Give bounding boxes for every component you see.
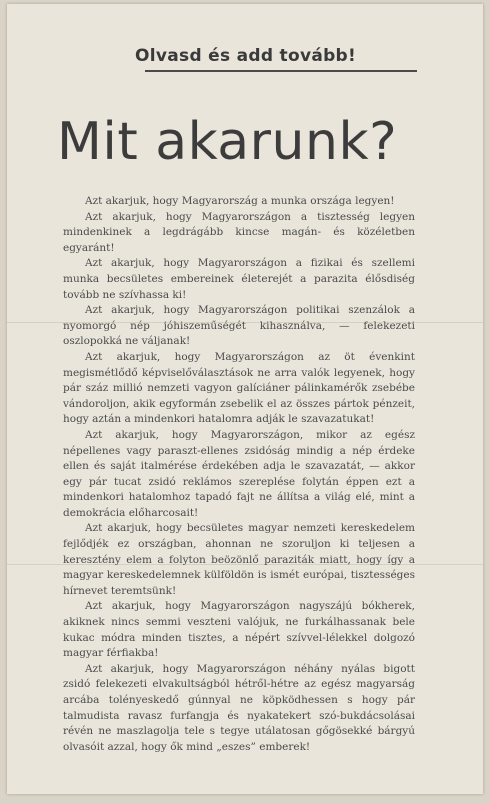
slogan: Olvasd és add tovább! (135, 46, 357, 66)
slogan-underline (145, 70, 417, 72)
leaflet-page (7, 4, 483, 794)
paragraph: Azt akarjuk, hogy Magyarországon a tisztesség legyen mindenkinek a legdrágább kincse magán- és közéletben egyaránt! (63, 210, 415, 254)
leaflet-body (63, 194, 415, 755)
paragraph: Azt akarjuk, hogy Magyarországon, mikor az egész népellenes vagy paraszt-ellenes zsidóság mindig a nép érdeke ellen és saját italmérése érdekében adja le szavazatát, — akkor egy pár tucat zsidó reklámos szereplése folytán éppen ezt a mindenkori hatalomhoz tapadó fajt ne állítsa a világ elé, mint a demokrácia előharcosait! (63, 428, 415, 519)
page-title: Mit akarunk? (57, 112, 398, 172)
paragraph: Azt akarjuk, hogy Magyarország a munka országa legyen! (85, 195, 395, 207)
paragraph: Azt akarjuk, hogy Magyarországon politikai szenzálok a nyomorgó nép jóhiszeműségét kihasználva, — felekezeti oszlopokká ne váljanak! (63, 304, 415, 348)
paragraph: Azt akarjuk, hogy Magyarországon az öt évenkint megismétlődő képviselőválasztások ne arra valók legyenek, hogy pár száz millió nemzeti vagyon galíciáner pálinkamérők zsebébe vándoroljon, akik egyformán zsebelik el az összes pártok pénzeit, hogy aztán a mindenkori hatalomra adják le szavazatukat! (63, 350, 415, 426)
paragraph: Azt akarjuk, hogy Magyarországon nagyszájú bókherek, akiknek nincs semmi veszteni valójuk, ne furkálhassanak bele kukac módra minden tisztes, a népért szívvel-lélekkel dolgozó magyar férfiakba! (63, 600, 415, 660)
paragraph: Azt akarjuk, hogy becsületes magyar nemzeti kereskedelem fejlődjék ez országban, ahonnan ne szoruljon ki teljesen a keresztény elem a folyton beözönlő paraziták miatt, hogy így a magyar kereskedelemnek külföldön is ismét európai, tisztességes hírnevet teremtsünk! (63, 522, 415, 597)
paragraph: Azt akarjuk, hogy Magyarországon néhány nyálas bigott zsidó felekezeti elvakultságból hétről-hétre az egész magyarság arcába tolényeskedő gúnnyal ne köpködhessen s hogy pár talmudista ravasz furfangja és nyakatekert szó-bukdácsolásai révén ne maszlagolja tele s tegye utálatosan gőgösekké bárgyú olvasóit azzal, hogy ők mind „eszes” emberek! (63, 662, 415, 753)
paragraph: Azt akarjuk, hogy Magyarországon a fizikai és szellemi munka becsületes embereinek életerejét a parazita élősdiség tovább ne szívhassa ki! (63, 257, 415, 301)
